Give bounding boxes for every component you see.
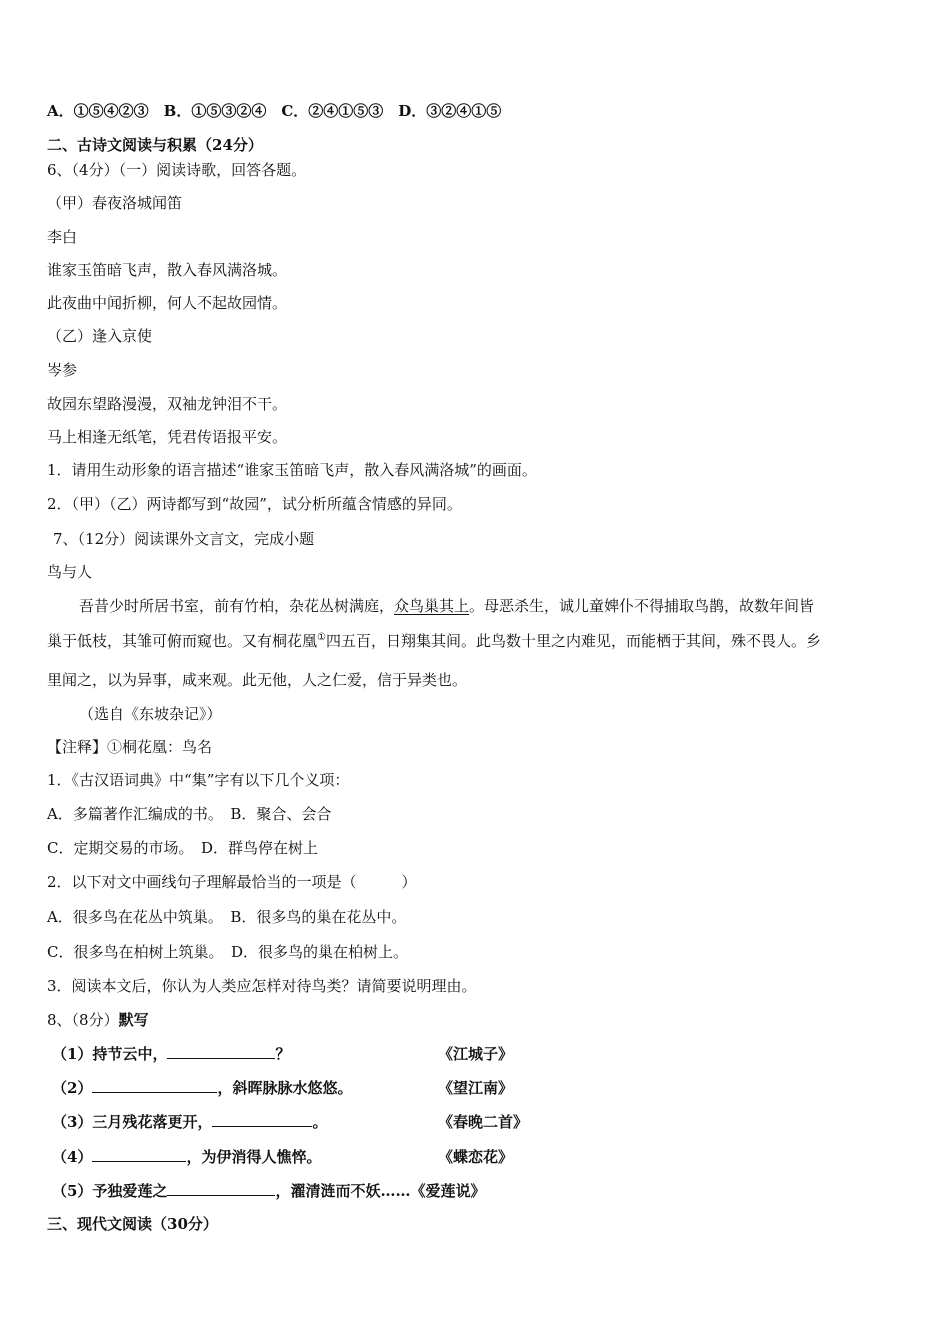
answer-blank[interactable]: [167, 1181, 275, 1196]
q6-sub2: 2．（甲）（乙）两诗都写到“故园”，试分析所蕴含情感的异同。: [47, 495, 462, 513]
q8-line1: [52, 1044, 290, 1064]
answer-blank[interactable]: [92, 1147, 186, 1162]
q7-sub1-options-ab: A．多篇著作汇编成的书。 B．聚合、会合: [47, 805, 332, 823]
q8-line2: [52, 1078, 352, 1098]
q8-line4: [52, 1147, 321, 1167]
poem2-author: 岑参: [47, 361, 78, 379]
poem1-line2: 此夜曲中闻折柳，何人不起故园情。: [47, 294, 288, 312]
line-text: （4）: [52, 1148, 93, 1166]
answer-blank[interactable]: [167, 1044, 275, 1059]
q7-sub1-options-cd: C．定期交易的市场。 D．群鸟停在树上: [47, 839, 319, 857]
section3-heading: 三、现代文阅读（30分）: [47, 1215, 218, 1233]
poem1-line1: 谁家玉笛暗飞声，散入春风满洛城。: [47, 261, 288, 279]
line-text: 。: [312, 1113, 328, 1131]
line-text: （3）三月残花落更开，: [52, 1113, 213, 1131]
q8-number: 8、（8分）: [47, 1011, 119, 1029]
q6-intro: 6、（4分）（一）阅读诗歌，回答各题。: [47, 161, 307, 179]
q8-line5: [52, 1181, 485, 1201]
line-text: （2）: [52, 1079, 93, 1097]
q7-passage-line1: [79, 596, 814, 616]
poem1-author: 李白: [47, 228, 78, 246]
poem2-line1: 故园东望路漫漫，双袖龙钟泪不干。: [47, 395, 288, 413]
answer-blank[interactable]: [212, 1112, 312, 1127]
q7-passage-line3: 里闻之，以为异事，咸来观。此无他，人之仁爱，信于异类也。: [47, 671, 468, 689]
line-text: ，为伊消得人憔悴。: [186, 1148, 322, 1166]
line-text: ？: [275, 1045, 291, 1063]
q8-line3: [52, 1112, 327, 1132]
q6-sub1: 1．请用生动形象的语言描述“谁家玉笛暗飞声，散入春风满洛城”的画面。: [47, 461, 537, 479]
q7-sub2: 2．以下对文中画线句子理解最恰当的一项是（ ）: [47, 873, 417, 891]
q5-options: A．①⑤④②③ B．①⑤③②④ C．②④①⑤③ D．③②④①⑤: [47, 102, 502, 120]
q7-sub1: 1．《古汉语词典》中“集”字有以下几个义项：: [47, 771, 350, 789]
line-text: （5）予独爱莲之: [52, 1182, 168, 1200]
passage-text: 吾昔少时所居书室，前有竹柏，杂花丛树满庭，: [79, 597, 395, 615]
q8-line2-source: 《望江南》: [438, 1079, 514, 1097]
q8-line4-source: 《蝶恋花》: [438, 1148, 514, 1166]
line-text: ，斜晖脉脉水悠悠。: [217, 1079, 353, 1097]
passage-text: 四五百，日翔集其间。此鸟数十里之内难见，而能栖于其间，殊不畏人。乡: [325, 632, 821, 650]
q7-passage-title: 鸟与人: [47, 563, 93, 581]
q7-intro: 7、（12分）阅读课外文言文，完成小题: [53, 530, 315, 548]
poem2-title: （乙）逢入京使: [47, 327, 153, 345]
line-text: （1）持节云中，: [52, 1045, 168, 1063]
q8-label: 默写: [118, 1011, 149, 1029]
answer-blank[interactable]: [92, 1078, 217, 1093]
q7-passage-line2: [47, 631, 821, 651]
q7-sub3: 3．阅读本文后，你认为人类应怎样对待鸟类？请简要说明理由。: [47, 977, 477, 995]
line-text: ，濯清涟而不妖……: [275, 1182, 411, 1200]
footnote-marker: ①: [317, 632, 326, 643]
underlined-sentence: 众鸟巢其上: [394, 597, 470, 615]
q7-sub2-options-cd: C．很多鸟在柏树上筑巢。 D．很多鸟的巢在柏树上。: [47, 943, 409, 961]
source-inline: 《爱莲说》: [410, 1182, 486, 1200]
section2-heading: 二、古诗文阅读与积累（24分）: [47, 136, 263, 154]
q8-intro: [47, 1010, 149, 1030]
q7-source: （选自《东坡杂记》）: [79, 705, 222, 723]
poem2-line2: 马上相逢无纸笔，凭君传语报平安。: [47, 428, 288, 446]
q7-note: 【注释】①桐花凰：鸟名: [47, 738, 213, 756]
q8-line3-source: 《春晚二首》: [438, 1113, 529, 1131]
q8-line1-source: 《江城子》: [438, 1045, 514, 1063]
passage-text: 巢于低枝，其雏可俯而窥也。又有桐花凰: [47, 632, 318, 650]
passage-text: 。母恶杀生，诚儿童婢仆不得捕取鸟鹊，故数年间皆: [469, 597, 815, 615]
poem1-title: （甲）春夜洛城闻笛: [47, 194, 183, 212]
q7-sub2-options-ab: A．很多鸟在花丛中筑巢。 B．很多鸟的巢在花丛中。: [47, 908, 407, 926]
